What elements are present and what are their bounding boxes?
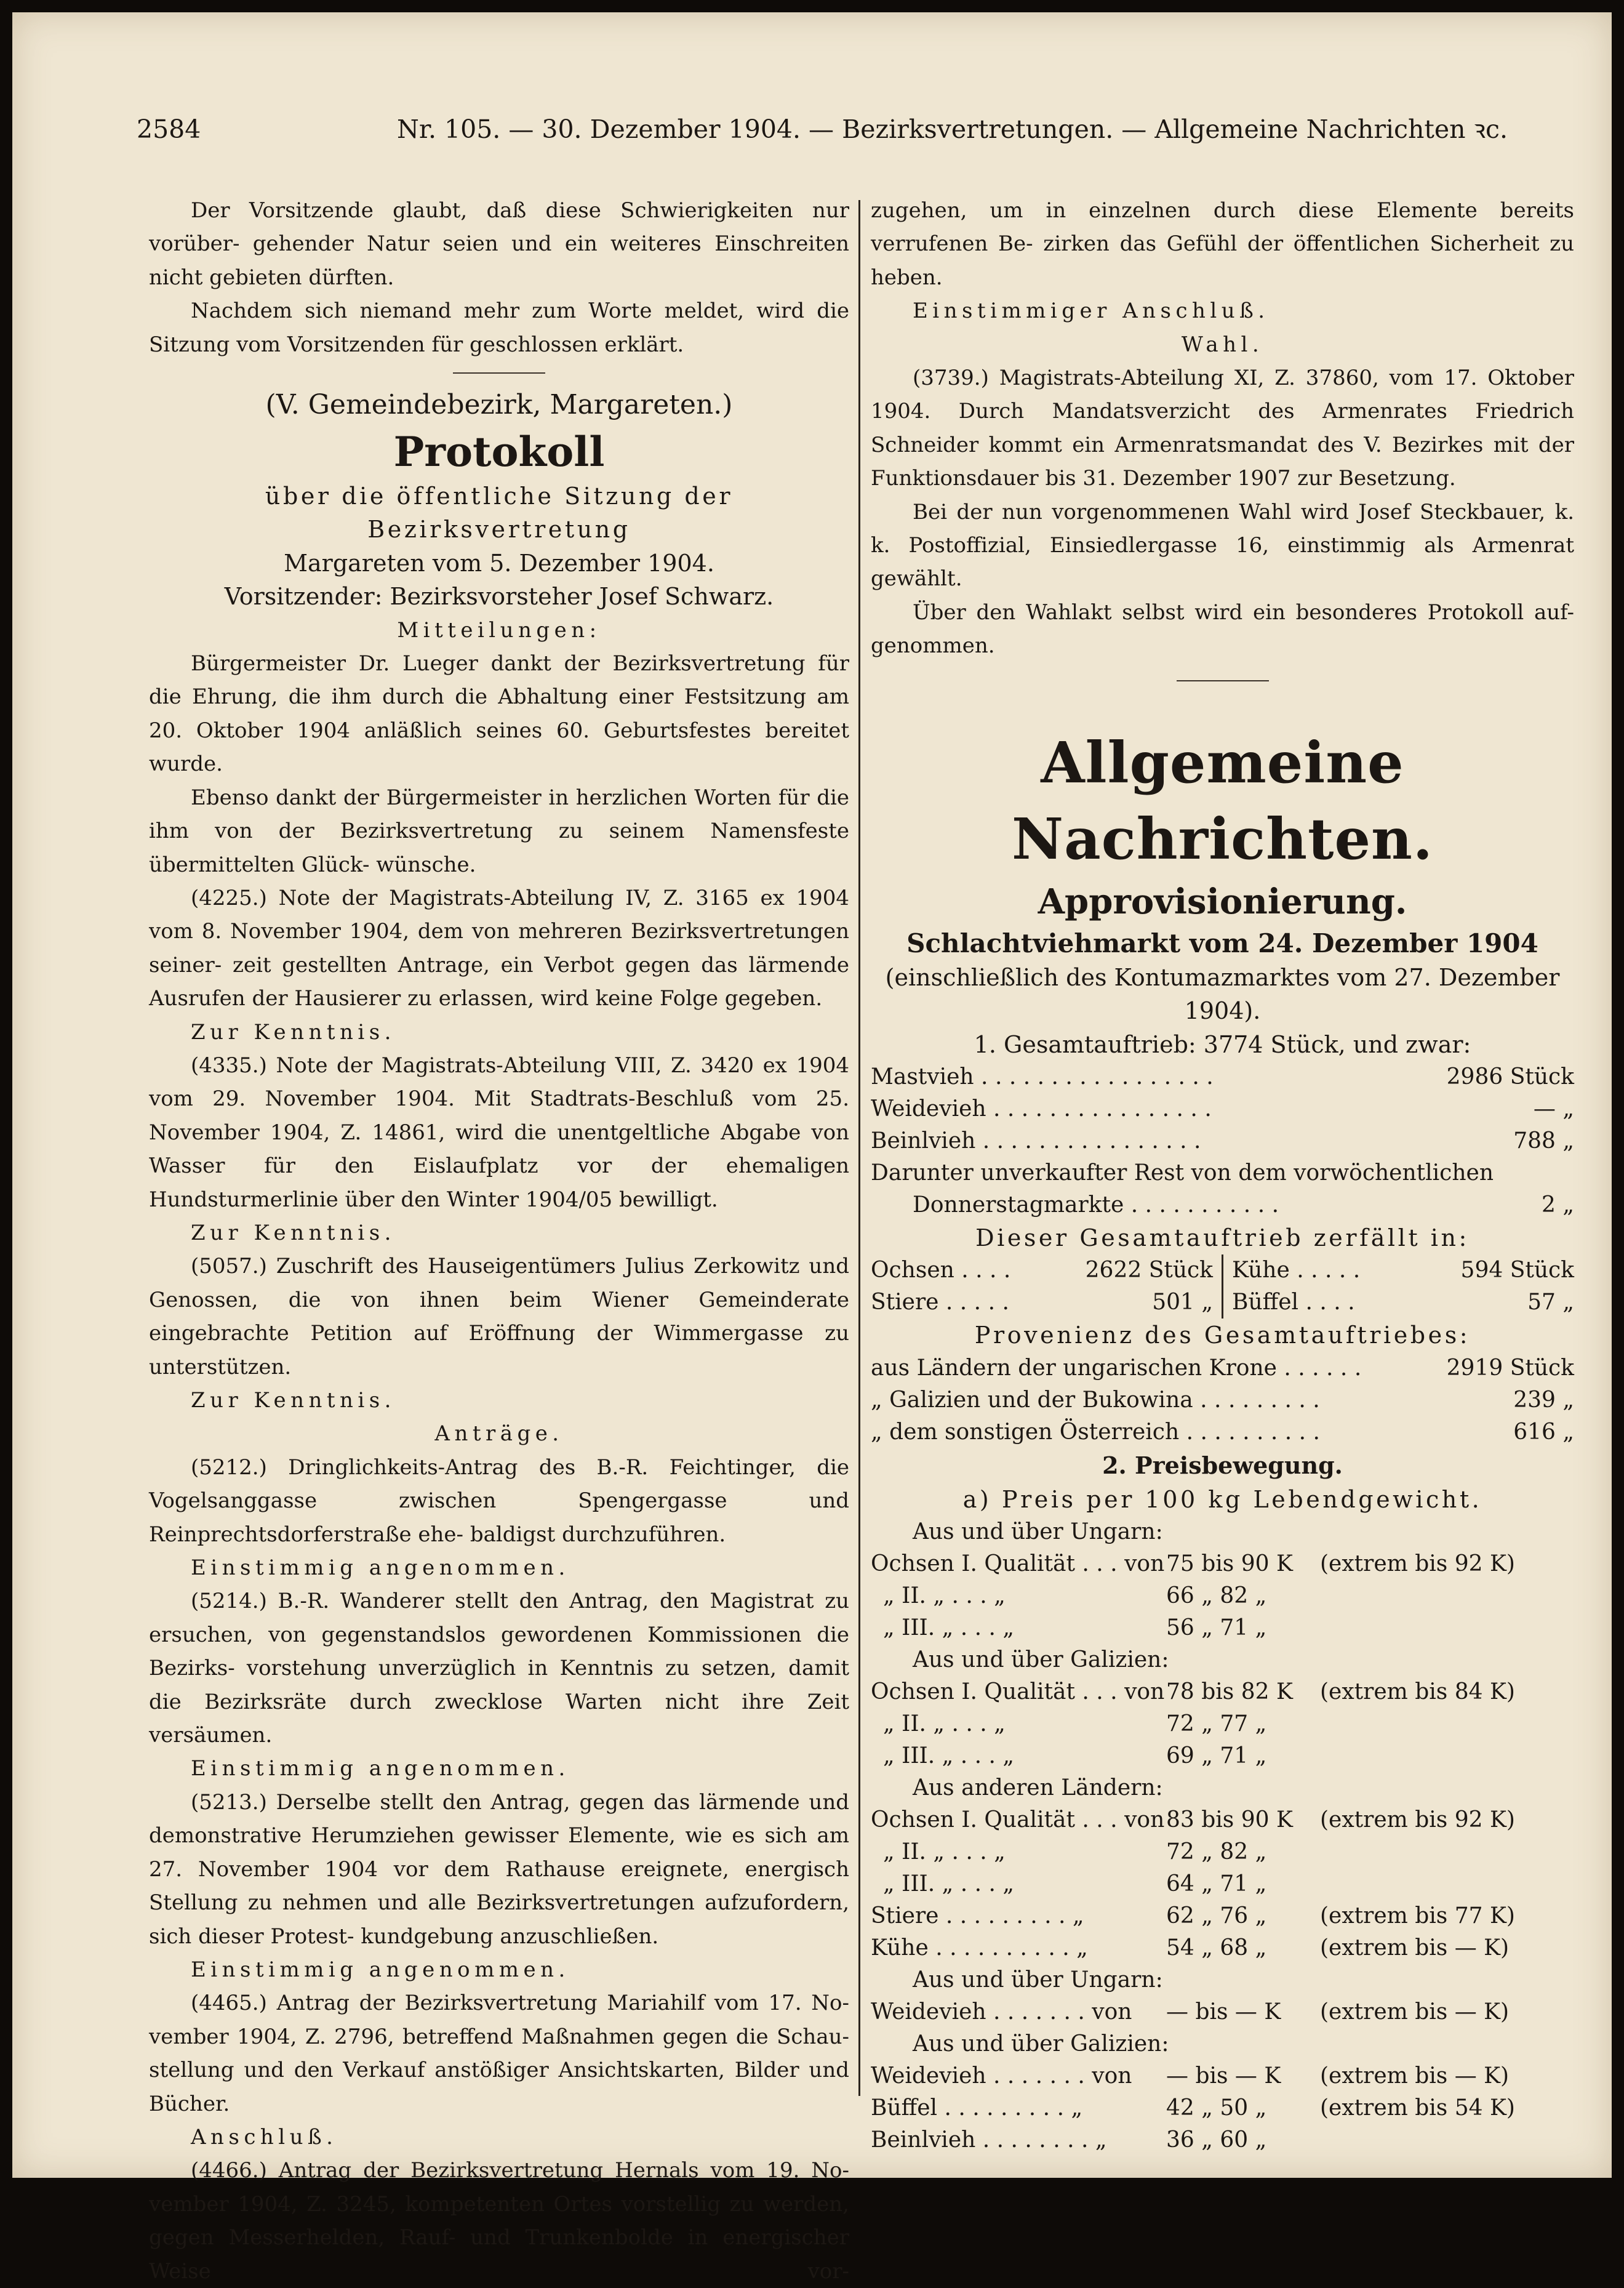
- table-row: Weidevieh . . . . . . . von — bis — K (extrem bis — K): [871, 1999, 1510, 2025]
- table-row: Kühe . . . . . 594 Stück: [1232, 1258, 1574, 1283]
- table-row: Ochsen I. Qualität . . . von 78 bis 82 K (extrem bis 84 K): [871, 1679, 1515, 1705]
- subheading: Wahl.: [1181, 332, 1264, 357]
- paragraph: Der Vorsitzende glaubt, daß diese Schwierigkeiten nur vorüber- gehender Natur seien und ein weiteres Einschreiten nicht gebieten dürften.: [149, 198, 849, 290]
- subheading: Provenienz des Gesamtauftriebes:: [974, 1322, 1471, 1349]
- table-row: Weidevieh . . . . . . . . . . . . . . . . — „: [871, 1096, 1574, 1122]
- origin-heading: Aus und über Ungarn:: [913, 1519, 1163, 1545]
- main-section-title: Allgemeine Nachrichten.: [1012, 729, 1433, 872]
- decision: Zur Kenntnis.: [191, 1019, 396, 1045]
- table-row: Büffel . . . . 57 „: [1232, 1290, 1574, 1315]
- subheading: a) Preis per 100 kg Lebendgewicht.: [962, 1485, 1482, 1513]
- table-row: aus Ländern der ungarischen Krone . . . . . . 2919 Stück: [871, 1355, 1574, 1381]
- subheading: Dieser Gesamtauftrieb zerfällt in:: [975, 1224, 1470, 1251]
- chair-line: Vorsitzender: Bezirksvorsteher Josef Schwarz.: [224, 583, 774, 611]
- table-row: Kühe . . . . . . . . . . „ 54 „ 68 „ (extrem bis — K): [871, 1935, 1510, 1961]
- table-row: Weidevieh . . . . . . . von — bis — K (extrem bis — K): [871, 2063, 1510, 2089]
- decision: Einstimmiger Anschluß.: [913, 299, 1270, 324]
- origin-heading: Aus und über Galizien:: [913, 2031, 1169, 2057]
- section-divider: [1177, 680, 1269, 681]
- decision: Anschluß.: [191, 2124, 338, 2150]
- column-divider: [858, 200, 860, 2096]
- paragraph: Bei der nun vorgenommenen Wahl wird Josef Steckbauer, k. k. Postoffizial, Einsiedlergasse 16, einstimmig als Armenrat gewählt.: [871, 499, 1574, 592]
- paragraph: Bürgermeister Dr. Lueger dankt der Bezirksvertretung für die Ehrung, die ihm durch die Abhaltung einer Festsitzung am 20. Oktober 1904 anläßlich seines 60. Geburtsfestes bereitet wurde.: [149, 651, 849, 777]
- market-subtitle: (einschließlich des Kontumazmarktes vom 27. Dezember 1904).: [885, 963, 1560, 1025]
- paragraph: (4465.) Antrag der Bezirksvertretung Mariahilf vom 17. No- vember 1904, Z. 2796, betreffend Maßnahmen gegen die Schau- stellung und den Verkauf anstößiger Ansichtskarten, Bilder und Bücher.: [149, 1991, 849, 2116]
- paragraph: Nachdem sich niemand mehr zum Worte meldet, wird die Sitzung vom Vorsitzenden für geschlossen erklärt.: [149, 299, 849, 357]
- subheading: Anträge.: [434, 1421, 564, 1447]
- breakdown-table: [871, 1254, 1574, 1319]
- newspaper-page: [12, 12, 1612, 2284]
- section-title: Approvisionierung.: [1038, 881, 1407, 922]
- table-row: „ II. „ . . . „ 72 „ 82 „: [883, 1839, 1267, 1865]
- decision: Einstimmig angenommen.: [191, 1957, 570, 1982]
- table-row: Darunter unverkaufter Rest von dem vorwöchentlichen: [871, 1160, 1494, 1186]
- paragraph: (5213.) Derselbe stellt den Antrag, gegen das lärmende und demonstrative Herumziehen gewisser Elemente, wie es sich am 27. November 1904 vor dem Rathause ereignete, energisch Stellung zu nehmen und alle Bezirksvertretungen aufzufordern, sich dieser Protest- kundgebung anzuschließen.: [149, 1789, 849, 1949]
- paragraph: (4225.) Note der Magistrats-Abteilung IV, Z. 3165 ex 1904 vom 8. November 1904, dem von mehreren Bezirksvertretungen seiner- zeit gestellten Antrage, ein Verbot gegen das lärmende Ausrufen der Hausierer zu erlassen, wird keine Folge gegeben.: [149, 885, 849, 1011]
- price-table: [871, 1516, 1574, 2156]
- table-row: Ochsen I. Qualität . . . von 83 bis 90 K (extrem bis 92 K): [871, 1807, 1515, 1833]
- decision: Zur Kenntnis.: [191, 1388, 396, 1413]
- table-row: „ Galizien und der Bukowina . . . . . . . . . 239 „: [871, 1387, 1574, 1413]
- paragraph: (4335.) Note der Magistrats-Abteilung VIII, Z. 3420 ex 1904 vom 29. November 1904. Mit Stadtrats-Beschluß vom 25. November 1904, Z. 14861, wird die unentgeltliche Abgabe von Wasser für den Eislaufplatz vor der ehemaligen Hundsturmerlinie über den Winter 1904/05 bewilligt.: [149, 1053, 849, 1212]
- total-table: [871, 1061, 1574, 1221]
- table-row: Beinlvieh . . . . . . . . . . . . . . . . 788 „: [871, 1128, 1574, 1154]
- table-row: Mastvieh . . . . . . . . . . . . . . . . . 2986 Stück: [871, 1064, 1574, 1090]
- left-column: [149, 194, 849, 2288]
- table-row: Ochsen . . . . 2622 Stück: [871, 1258, 1213, 1283]
- table-row: Büffel . . . . . . . . . „ 42 „ 50 „ (extrem bis 54 K): [871, 2095, 1515, 2121]
- paragraph: zugehen, um in einzelnen durch diese Elemente bereits verrufenen Be- zirken das Gefühl der öffentlichen Sicherheit zu heben.: [871, 198, 1574, 290]
- protocol-title: Protokoll: [393, 428, 605, 476]
- table-row: „ dem sonstigen Österreich . . . . . . . . . . 616 „: [871, 1419, 1574, 1445]
- origin-heading: Aus und über Ungarn:: [913, 1967, 1163, 1993]
- table-row: „ III. „ . . . „ 56 „ 71 „: [883, 1615, 1267, 1641]
- table-row: Beinlvieh . . . . . . . . „ 36 „ 60 „: [871, 2127, 1267, 2153]
- running-header: Nr. 105. — 30. Dezember 1904. — Bezirksvertretungen. — Allgemeine Nachrichten ꝛc.: [397, 114, 1508, 144]
- paragraph: (5214.) B.-R. Wanderer stellt den Antrag, den Magistrat zu ersuchen, von gegenstandslos gewordenen Kommissionen die Bezirks- vorstehung unverzüglich in Kenntnis zu setzen, damit die Bezirksräte durch zwecklose Warten nicht ihre Zeit versäumen.: [149, 1589, 849, 1748]
- subheading: Mitteilungen:: [397, 617, 601, 643]
- market-title: Schlachtviehmarkt vom 24. Dezember 1904: [906, 928, 1538, 958]
- paragraph: (5057.) Zuschrift des Hauseigentümers Julius Zerkowitz und Genossen, die von ihnen beim Wiener Gemeinderate eingebrachte Petition auf Eröffnung der Wimmergasse zu unterstützen.: [149, 1254, 849, 1379]
- decision: Einstimmig angenommen.: [191, 1555, 570, 1581]
- paragraph: (3739.) Magistrats-Abteilung XI, Z. 37860, vom 17. Oktober 1904. Durch Mandatsverzicht des Armenrates Friedrich Schneider kommt ein Armenratsmandat des V. Bezirkes mit der Funktionsdauer bis 31. Dezember 1907 zur Besetzung.: [871, 366, 1574, 491]
- table-row: Stiere . . . . . . . . . „ 62 „ 76 „ (extrem bis 77 K): [871, 1903, 1515, 1929]
- protocol-subtitle: über die öffentliche Sitzung der Bezirksvertretung: [265, 483, 734, 544]
- table-row: „ II. „ . . . „ 66 „ 82 „: [883, 1583, 1267, 1609]
- paragraph: (5212.) Dringlichkeits-Antrag des B.-R. Feichtinger, die Vogelsanggasse zwischen Spengergasse und Reinprechtsdorferstraße ehe- baldigst durchzuführen.: [149, 1455, 849, 1547]
- decision: Einstimmig angenommen.: [191, 1756, 570, 1781]
- paragraph: Über den Wahlakt selbst wird ein besonderes Protokoll auf- genommen.: [871, 600, 1574, 659]
- table-divider: [1222, 1254, 1223, 1319]
- provenance-table: [871, 1352, 1574, 1448]
- origin-heading: Aus anderen Ländern:: [913, 1775, 1163, 1801]
- table-row: Donnerstagmarkte . . . . . . . . . . . 2 „: [913, 1192, 1574, 1218]
- section-divider: [453, 372, 545, 374]
- paragraph: Ebenso dankt der Bürgermeister in herzlichen Worten für die ihm von der Bezirksvertretung zu seinem Namensfeste übermittelten Glück- wünsche.: [149, 785, 849, 877]
- subheading: 2. Preisbewegung.: [1102, 1451, 1343, 1479]
- subheading: 1. Gesamtauftrieb: 3774 Stück, und zwar:: [974, 1030, 1471, 1058]
- page-number: 2584: [137, 114, 201, 144]
- table-row: „ III. „ . . . „ 69 „ 71 „: [883, 1743, 1267, 1769]
- table-row: Stiere . . . . . 501 „: [871, 1290, 1213, 1315]
- table-row: „ II. „ . . . „ 72 „ 77 „: [883, 1711, 1267, 1737]
- origin-heading: Aus und über Galizien:: [913, 1647, 1169, 1673]
- paragraph: (4466.) Antrag der Bezirksvertretung Hernals vom 19. No- vember 1904, Z. 3245, kompetenten Ortes vorstellig zu werden, gegen Messerhelden, Rauf- und Trunkenbolde in energischer Weise vor-: [149, 2158, 849, 2284]
- district-heading: (V. Gemeindebezirk, Margareten.): [265, 389, 733, 421]
- right-column: [871, 194, 1574, 2156]
- decision: Zur Kenntnis.: [191, 1220, 396, 1245]
- protocol-subtitle: Margareten vom 5. Dezember 1904.: [284, 549, 714, 577]
- table-row: Ochsen I. Qualität . . . von 75 bis 90 K (extrem bis 92 K): [871, 1551, 1515, 1577]
- table-row: „ III. „ . . . „ 64 „ 71 „: [883, 1871, 1267, 1897]
